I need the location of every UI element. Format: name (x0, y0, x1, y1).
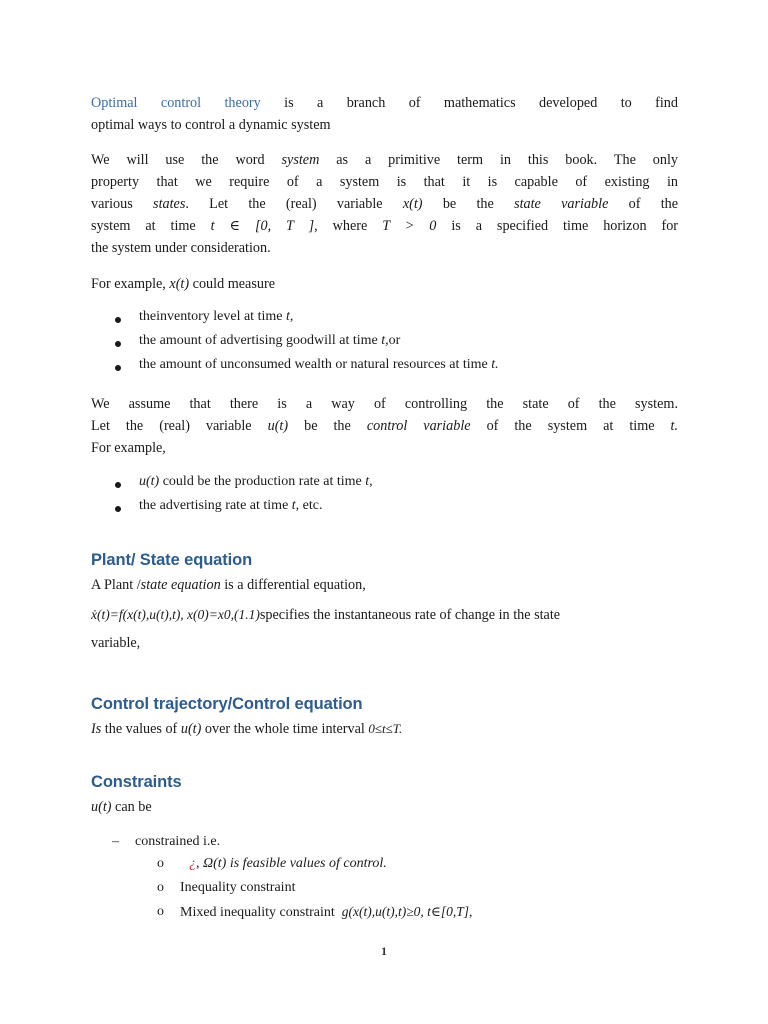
constraints-paragraph: u(t) can be (91, 799, 152, 815)
bullet-icon (115, 482, 121, 488)
circle-bullet-icon: o (157, 904, 164, 919)
system-paragraph: We will use the word system as a primitive term in this book. The only property that we require of a system is that it is capable of existing in various states. Let the (real) variable x(t) be the state variable of the system at time t ∈ [0, T ], where T > 0 is a specified time horizon for the system under consideration. (91, 152, 679, 256)
circle-bullet-icon: o (157, 880, 164, 895)
bullet-icon (115, 506, 121, 512)
bullet-icon (115, 365, 121, 371)
bullet-icon (115, 317, 121, 323)
page-number: 1 (381, 944, 387, 958)
control-paragraph: We assume that there is a way of controlling the state of the system. Let the (real) variable u(t) be the control variable of the system at time t. For example, (91, 396, 679, 456)
example1-intro: For example, x(t) could measure (91, 276, 275, 292)
circle-bullet-icon: o (157, 856, 164, 871)
plant-paragraph: A Plant /state equation is a differential equation, ẋ(t)=f(x(t),u(t),t), x(0)=x0,(1.1)specifies the instantaneous rate of change in the state variable, (91, 577, 561, 651)
heading-control: Control trajectory/Control equation (91, 695, 363, 713)
intro-lead: Optimal control theory (91, 95, 261, 111)
heading-constraints: Constraints (91, 773, 182, 791)
intro-paragraph (91, 92, 678, 136)
plant-equation: ẋ(t)=f(x(t),u(t),t), x(0)=x0,(1.1) (91, 607, 260, 622)
dash-icon: – (112, 834, 119, 849)
bullet-icon (115, 341, 121, 347)
intro-line1: is a branch of mathematics developed to find (284, 95, 678, 111)
intro-line2: optimal ways to control a dynamic system (91, 117, 331, 133)
heading-plant: Plant/ State equation (91, 551, 253, 569)
control-trajectory-paragraph: Is the values of u(t) over the whole time interval 0≤t≤T. (91, 721, 403, 737)
